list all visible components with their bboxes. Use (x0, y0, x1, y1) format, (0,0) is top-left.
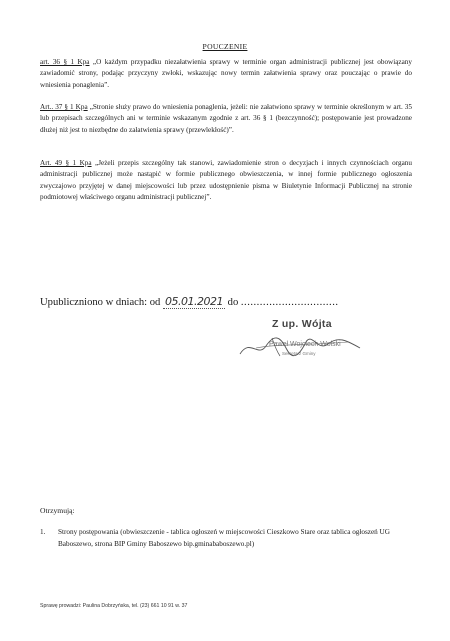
publication-label: Upubliczniono w dniach: od (40, 297, 161, 308)
list-item-text: Strony postępowania (obwieszczenie - tablica ogłoszeń w miejscowości Cieszkowo Stare oraz tablica ogłoszeń UG Baboszewo, strona BIP Gminy Baboszewo bip.gminababoszewo.pl) (58, 528, 390, 548)
recipients-heading: Otrzymują: (40, 506, 75, 515)
paragraph-art-36 (40, 57, 412, 91)
handwritten-signature (236, 318, 366, 364)
publication-dates (40, 295, 420, 308)
list-item-number: 1. (40, 528, 46, 536)
paragraph-text: „Stronie służy prawo do wniesienia ponaglenia, jeżeli: nie załatwiono sprawy w terminie określonym w art. 35 lub przepisach szczególnych ani w terminie wskazanym zgodnie z art. 36 § 1 (bezczynność); postępowanie jest prowadzone dłużej niż jest to niezbędne do załatwienia sprawy (przewlekłość)”. (40, 103, 412, 134)
stamp-name: Paweł Wojciech Wolski (269, 341, 341, 348)
paragraph-text: „O każdym przypadku niezałatwienia sprawy w terminie organ administracji publicznej jest obowiązany zawiadomić strony, podając przyczyny zwłoki, wskazując nowy termin załatwienia sprawy oraz pouczając o prawie do wniesienia ponaglenia”. (40, 58, 412, 89)
date-to-placeholder: ............................... (240, 297, 339, 308)
list-item (40, 526, 420, 550)
paragraph-art-37 (40, 102, 412, 136)
date-from-handwritten: 05.01.2021 (165, 295, 223, 308)
stamp-role: Sekretarz Gminy (282, 351, 316, 356)
paragraph-text: „Jeżeli przepis szczególny tak stanowi, zawiadomienie stron o decyzjach i innych czynnościach organu administracji publicznej może nastąpić w formie publicznego obwieszczenia, w innej formie publicznego ogłoszenia zwyczajowo przyjętej w danej miejscowości lub przez udostępnienie pisma w Biuletynie Informacji Publicznej na stronie podmiotowej właściwego organu administracji publicznej”. (40, 159, 412, 201)
paragraph-art-49 (40, 158, 412, 203)
paragraph-reference: Art.. 37 § 1 Kpa (40, 103, 88, 111)
stamp-authorization: Z up. Wójta (272, 318, 332, 330)
paragraph-reference: art. 36 § 1 Kpa (40, 58, 90, 66)
paragraph-reference: Art. 49 § 1 Kpa (40, 159, 92, 167)
document-footer: Sprawę prowadzi: Paulina Dobrzyńska, tel. (23) 661 10 91 w. 37 (40, 603, 188, 609)
date-to-label: do (227, 297, 239, 308)
document-title: POUCZENIE (202, 42, 248, 51)
